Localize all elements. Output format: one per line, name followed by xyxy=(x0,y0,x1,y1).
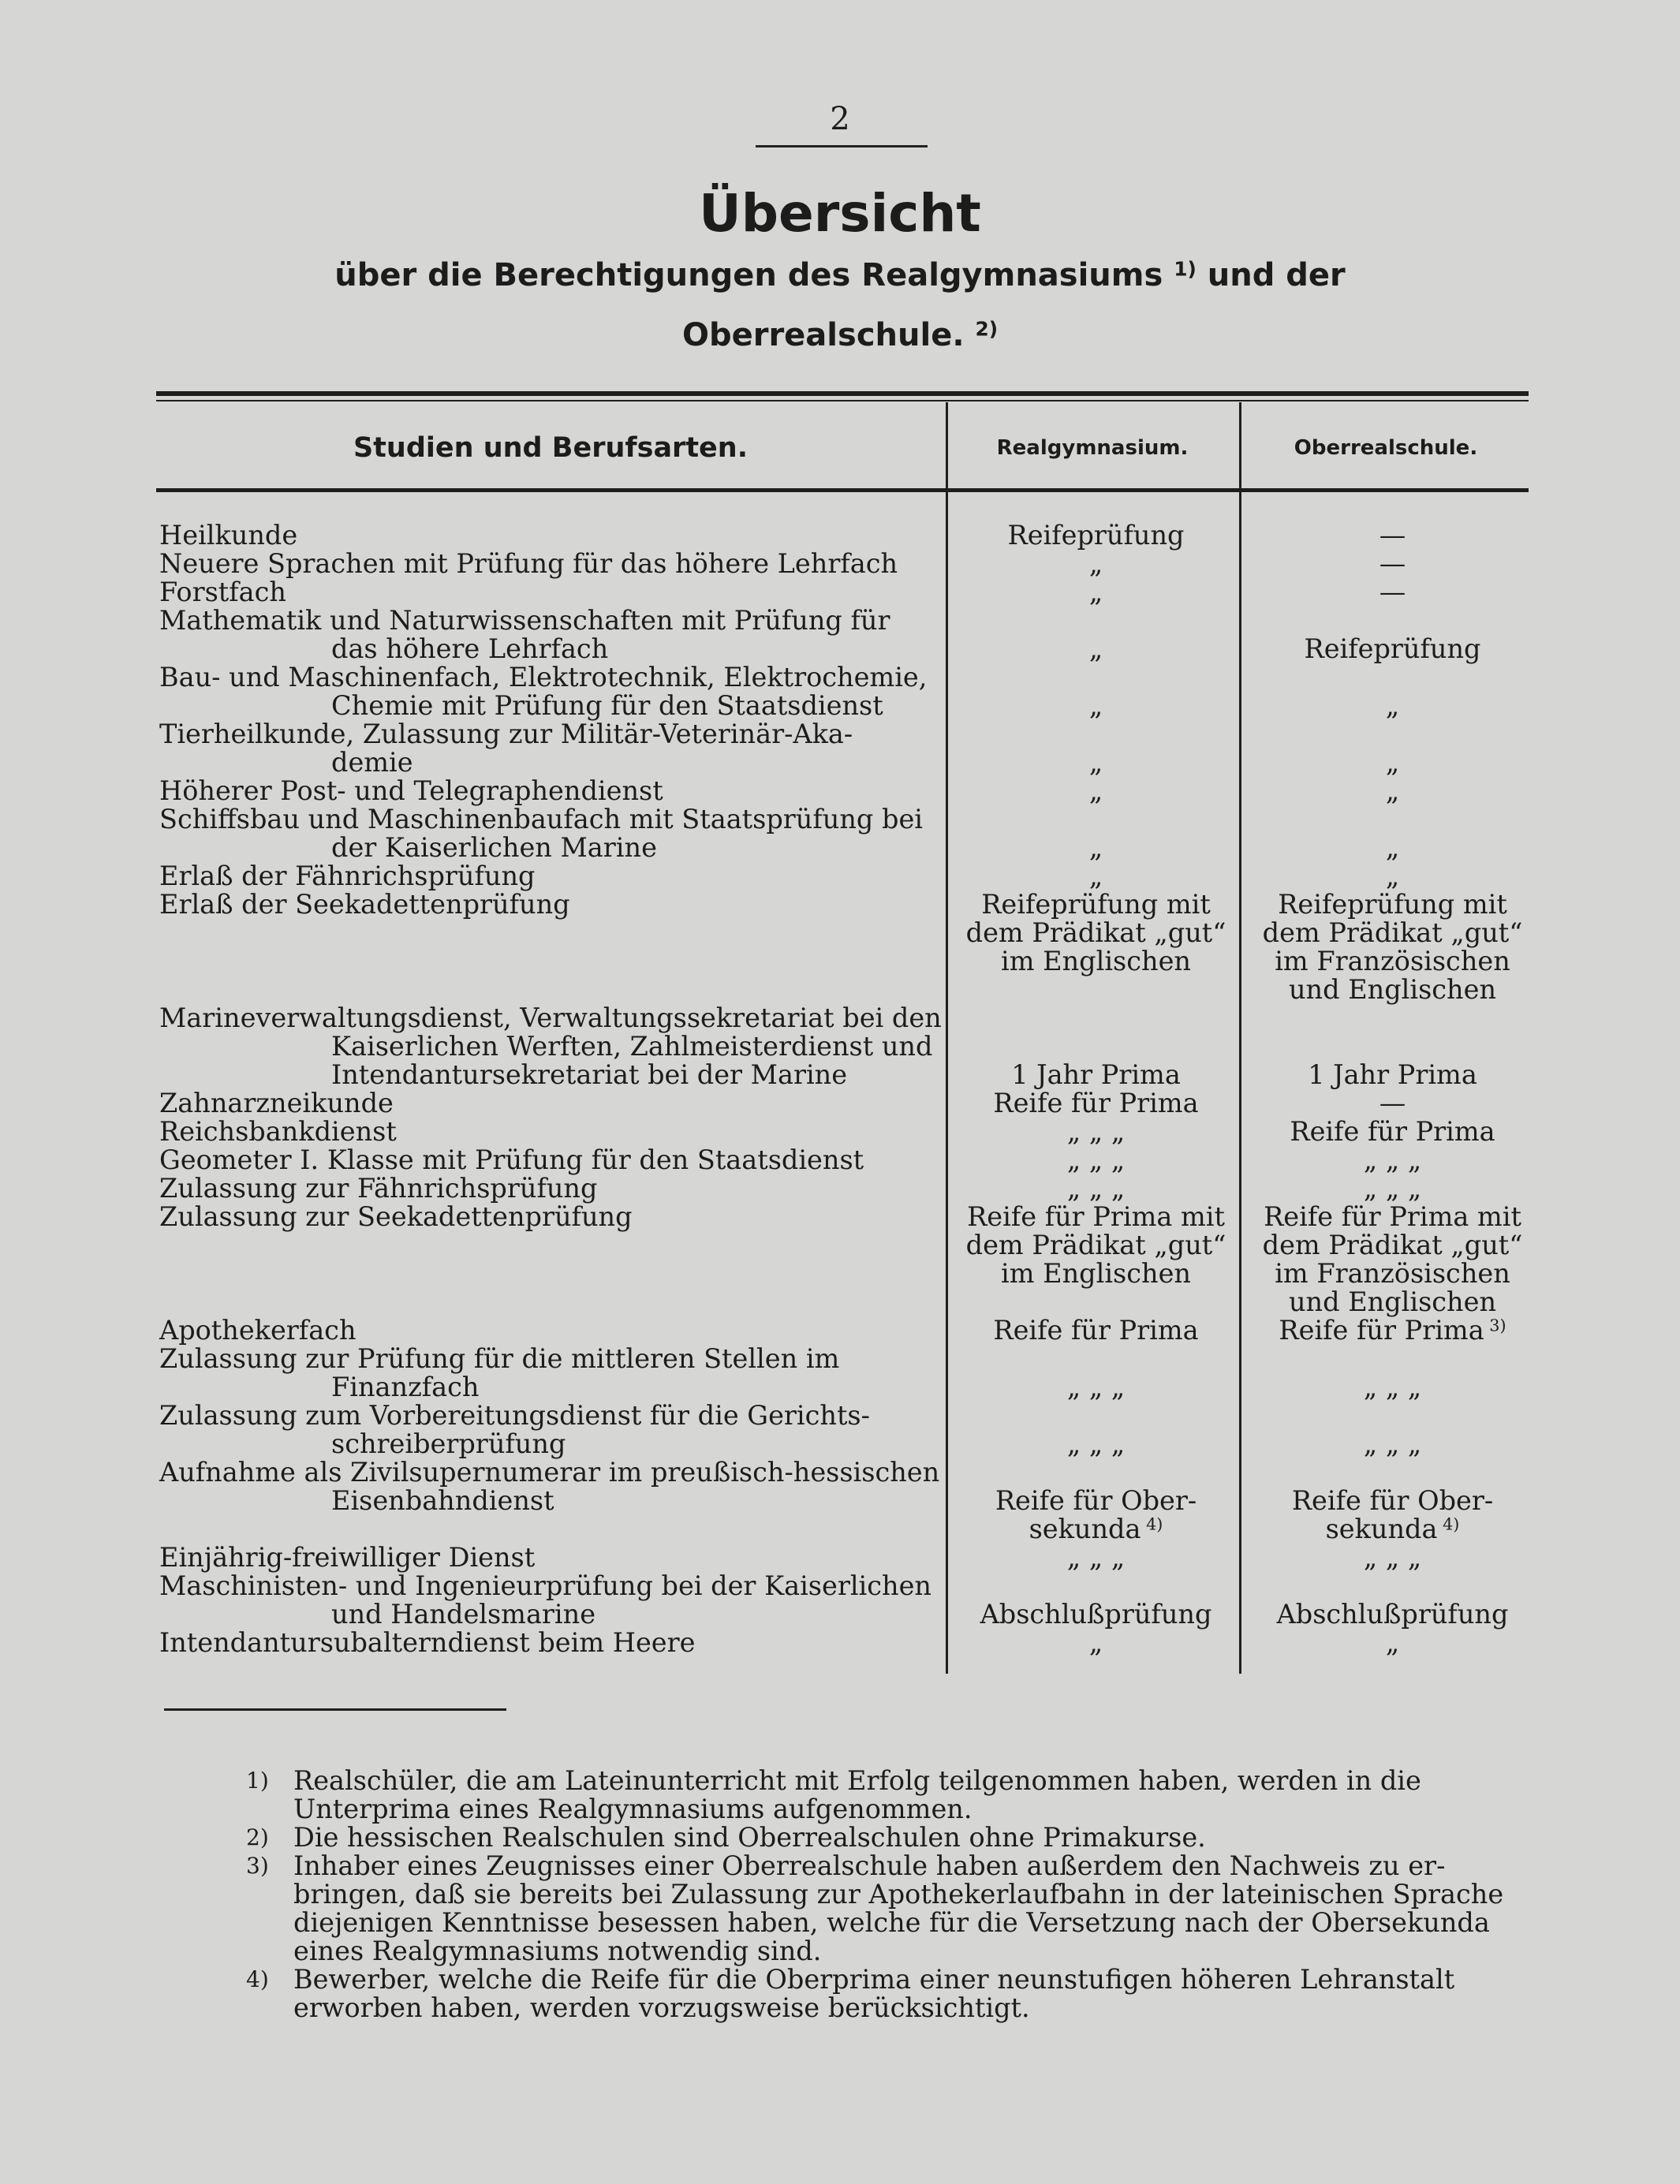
footnote-mark: 1) xyxy=(246,1768,269,1794)
table-row-label: Intendantursubalterndienst beim Heere xyxy=(159,1627,696,1658)
realgymnasium-cell: Reife für Ober- xyxy=(995,1485,1197,1516)
oberrealschule-cell: „ xyxy=(1385,1627,1400,1658)
oberrealschule-cell: dem Prädikat „gut“ xyxy=(1262,1230,1523,1260)
column-header-studien: Studien und Berufsarten. xyxy=(353,432,749,464)
oberrealschule-cell: „ xyxy=(1385,690,1400,721)
table-top-rule-thick xyxy=(156,391,1529,396)
oberrealschule-cell: Reifeprüfung mit xyxy=(1278,889,1507,920)
oberrealschule-cell: „ xyxy=(1385,861,1400,891)
oberrealschule-cell: und Englischen xyxy=(1288,1286,1497,1317)
realgymnasium-cell: „ xyxy=(1088,690,1103,721)
realgymnasium-cell: „ „ „ xyxy=(1066,1116,1126,1147)
realgymnasium-cell: „ „ „ xyxy=(1066,1428,1126,1459)
table-row-label: Neuere Sprachen mit Prüfung für das höhere Lehrfach xyxy=(159,548,898,579)
table-row-label: Zahnarzneikunde xyxy=(159,1088,394,1118)
table-row-label: Höherer Post- und Telegraphendienst xyxy=(159,775,663,806)
subtitle-footnote-ref-1: 1) xyxy=(1174,257,1197,281)
table-row-label: Schiffsbau und Maschinenbaufach mit Staatsprüfung bei xyxy=(159,804,923,834)
realgymnasium-cell: Reife für Prima xyxy=(993,1315,1199,1346)
realgymnasium-cell: „ „ „ xyxy=(1066,1542,1126,1573)
oberrealschule-cell: „ „ „ xyxy=(1363,1372,1422,1402)
table-row-label: Marineverwaltungsdienst, Verwaltungssekretariat bei den xyxy=(159,1002,942,1033)
footnote-ref: 4) xyxy=(1437,1514,1460,1534)
oberrealschule-cell: Reife für Prima mit xyxy=(1264,1201,1521,1232)
oberrealschule-cell: 1 Jahr Prima xyxy=(1308,1059,1477,1090)
realgymnasium-cell: dem Prädikat „gut“ xyxy=(965,1230,1226,1260)
realgymnasium-cell: „ xyxy=(1088,832,1103,863)
oberrealschule-cell: und Englischen xyxy=(1288,974,1497,1005)
table-row-label: das höhere Lehrfach xyxy=(331,633,609,664)
oberrealschule-cell: Reifeprüfung xyxy=(1304,633,1481,664)
column-header-realgymnasium: Realgymnasium. xyxy=(996,436,1189,460)
oberrealschule-cell: im Französischen xyxy=(1275,946,1510,976)
table-row-label: Erlaß der Fähnrichsprüfung xyxy=(159,861,536,891)
oberrealschule-cell xyxy=(1245,1515,1540,1544)
realgymnasium-cell: „ „ „ xyxy=(1066,1173,1126,1204)
footnote-mark: 3) xyxy=(246,1853,269,1879)
oberrealschule-cell: — xyxy=(1379,548,1406,579)
subtitle-line-2 xyxy=(0,317,1680,353)
table-top-rule-thin xyxy=(156,400,1529,401)
realgymnasium-cell: „ xyxy=(1088,861,1103,891)
oberrealschule-cell: „ xyxy=(1385,747,1400,778)
footnote-text: Realschüler, die am Lateinunterricht mit Erfolg teilgenommen haben, werden in die xyxy=(293,1765,1421,1796)
realgymnasium-cell: Reife für Prima mit xyxy=(967,1201,1225,1232)
oberrealschule-cell: „ „ „ xyxy=(1363,1173,1422,1204)
table-row-label: demie xyxy=(331,747,413,778)
footnote-mark: 2) xyxy=(246,1824,269,1850)
footnote-mark: 4) xyxy=(246,1966,269,1992)
oberrealschule-cell: Reife für Prima xyxy=(1290,1116,1495,1147)
table-row-label: der Kaiserlichen Marine xyxy=(331,832,657,863)
footnote-text: Die hessischen Realschulen sind Oberrealschulen ohne Primakurse. xyxy=(293,1822,1206,1853)
table-row-label: Intendantursekretariat bei der Marine xyxy=(331,1059,848,1090)
oberrealschule-cell-text: sekunda xyxy=(1325,1514,1438,1544)
realgymnasium-cell: „ „ „ xyxy=(1066,1372,1126,1402)
column-header-oberrealschule: Oberrealschule. xyxy=(1294,436,1478,460)
oberrealschule-cell: — xyxy=(1379,1088,1406,1118)
oberrealschule-cell: „ „ „ xyxy=(1363,1144,1422,1175)
oberrealschule-cell: — xyxy=(1379,577,1406,607)
oberrealschule-cell: dem Prädikat „gut“ xyxy=(1262,917,1523,948)
footnote-text: erworben haben, werden vorzugsweise berücksichtigt. xyxy=(293,1992,1030,2023)
table-row-label: Reichsbankdienst xyxy=(159,1116,397,1147)
footnote-text: Inhaber eines Zeugnisses einer Oberrealschule haben außerdem den Nachweis zu er- xyxy=(293,1850,1446,1881)
table-row-label: schreiberprüfung xyxy=(331,1428,566,1459)
realgymnasium-cell: 1 Jahr Prima xyxy=(1011,1059,1181,1090)
realgymnasium-cell: „ xyxy=(1088,548,1103,579)
table-row-label: Kaiserlichen Werften, Zahlmeisterdienst und xyxy=(331,1031,933,1062)
realgymnasium-cell: „ „ „ xyxy=(1066,1144,1126,1175)
table-row-label: Maschinisten- und Ingenieurprüfung bei der Kaiserlichen xyxy=(159,1570,932,1601)
footnote-ref: 3) xyxy=(1484,1316,1506,1335)
table-row-label: Erlaß der Seekadettenprüfung xyxy=(159,889,570,920)
table-row-label: Tierheilkunde, Zulassung zur Militär-Veterinär-Aka- xyxy=(159,719,853,749)
realgymnasium-cell: Reifeprüfung mit xyxy=(981,889,1211,920)
footnote-text: Bewerber, welche die Reife für die Oberprima einer neunstufigen höheren Lehranstalt xyxy=(293,1964,1455,1995)
oberrealschule-cell: „ „ „ xyxy=(1363,1428,1422,1459)
table-row-label: Apothekerfach xyxy=(159,1315,357,1346)
oberrealschule-cell: Abschlußprüfung xyxy=(1276,1599,1509,1630)
realgymnasium-cell: im Englischen xyxy=(1001,1258,1191,1289)
table-row-label: Zulassung zur Seekadettenprüfung xyxy=(159,1201,633,1232)
table-row-label: Bau- und Maschinenfach, Elektrotechnik, Elektrochemie, xyxy=(159,662,928,693)
table-row-label: Zulassung zum Vorbereitungsdienst für die Gerichts- xyxy=(159,1400,870,1431)
page-number: 2 xyxy=(830,101,850,137)
footnote-text: diejenigen Kenntnisse besessen haben, welche für die Versetzung nach der Obersekunda xyxy=(293,1907,1490,1938)
footnote-ref: 4) xyxy=(1141,1514,1163,1534)
table-row-label: Geometer I. Klasse mit Prüfung für den Staatsdienst xyxy=(159,1144,864,1175)
realgymnasium-cell: „ xyxy=(1088,1627,1103,1658)
table-row-label: Forstfach xyxy=(159,577,286,607)
realgymnasium-cell: dem Prädikat „gut“ xyxy=(965,917,1226,948)
oberrealschule-cell: „ „ „ xyxy=(1363,1542,1422,1573)
table-row-label: Chemie mit Prüfung für den Staatsdienst xyxy=(331,690,883,721)
table-row-label: Zulassung zur Fähnrichsprüfung xyxy=(159,1173,598,1204)
subtitle-line-2-text: Oberrealschule. xyxy=(681,317,965,353)
oberrealschule-cell: „ xyxy=(1385,775,1400,806)
subtitle-line-1 xyxy=(0,257,1680,293)
subtitle-footnote-ref-2: 2) xyxy=(975,317,999,341)
realgymnasium-cell: Reife für Prima xyxy=(993,1088,1199,1118)
table-row-label: Aufnahme als Zivilsupernumerar im preußisch-hessischen xyxy=(159,1457,940,1488)
realgymnasium-cell: Abschlußprüfung xyxy=(980,1599,1212,1630)
oberrealschule-cell: „ xyxy=(1385,832,1400,863)
page-title: Übersicht xyxy=(699,183,981,244)
table-row-label: Heilkunde xyxy=(159,520,298,551)
realgymnasium-cell: „ xyxy=(1088,747,1103,778)
oberrealschule-cell: im Französischen xyxy=(1275,1258,1510,1289)
subtitle-line-1-text: über die Berechtigungen des Realgymnasiums xyxy=(334,257,1163,293)
oberrealschule-cell: — xyxy=(1379,520,1406,551)
realgymnasium-cell: „ xyxy=(1088,633,1103,664)
oberrealschule-cell: Reife für Ober- xyxy=(1291,1485,1494,1516)
table-row-label: Eisenbahndienst xyxy=(331,1485,554,1516)
footnote-text: bringen, daß sie bereits bei Zulassung zur Apothekerlaufbahn in der lateinischen Sprache xyxy=(293,1879,1504,1910)
subtitle-line-1-end: und der xyxy=(1207,257,1346,293)
table-header-bottom-rule xyxy=(156,488,1529,492)
page-number-rule xyxy=(756,145,928,147)
oberrealschule-cell-text: Reife für Prima xyxy=(1279,1315,1484,1346)
footnote-text: eines Realgymnasiums notwendig sind. xyxy=(293,1936,822,1966)
realgymnasium-cell: Reifeprüfung xyxy=(1007,520,1185,551)
table-row-label: Zulassung zur Prüfung für die mittleren Stellen im xyxy=(159,1343,840,1374)
realgymnasium-cell: „ xyxy=(1088,577,1103,607)
realgymnasium-cell: im Englischen xyxy=(1001,946,1191,976)
table-row-label: Finanzfach xyxy=(331,1372,480,1402)
table-row-label: Einjährig-freiwilliger Dienst xyxy=(159,1542,536,1573)
realgymnasium-cell-text: sekunda xyxy=(1029,1514,1141,1544)
realgymnasium-cell: „ xyxy=(1088,775,1103,806)
table-row-label: und Handelsmarine xyxy=(331,1599,596,1630)
oberrealschule-cell xyxy=(1245,1316,1540,1345)
table-row-label: Mathematik und Naturwissenschaften mit Prüfung für xyxy=(159,605,890,636)
realgymnasium-cell xyxy=(949,1515,1243,1544)
footnote-separator xyxy=(164,1708,506,1711)
footnote-text: Unterprima eines Realgymnasiums aufgenommen. xyxy=(293,1794,973,1824)
table-column-divider-1 xyxy=(946,402,948,1674)
